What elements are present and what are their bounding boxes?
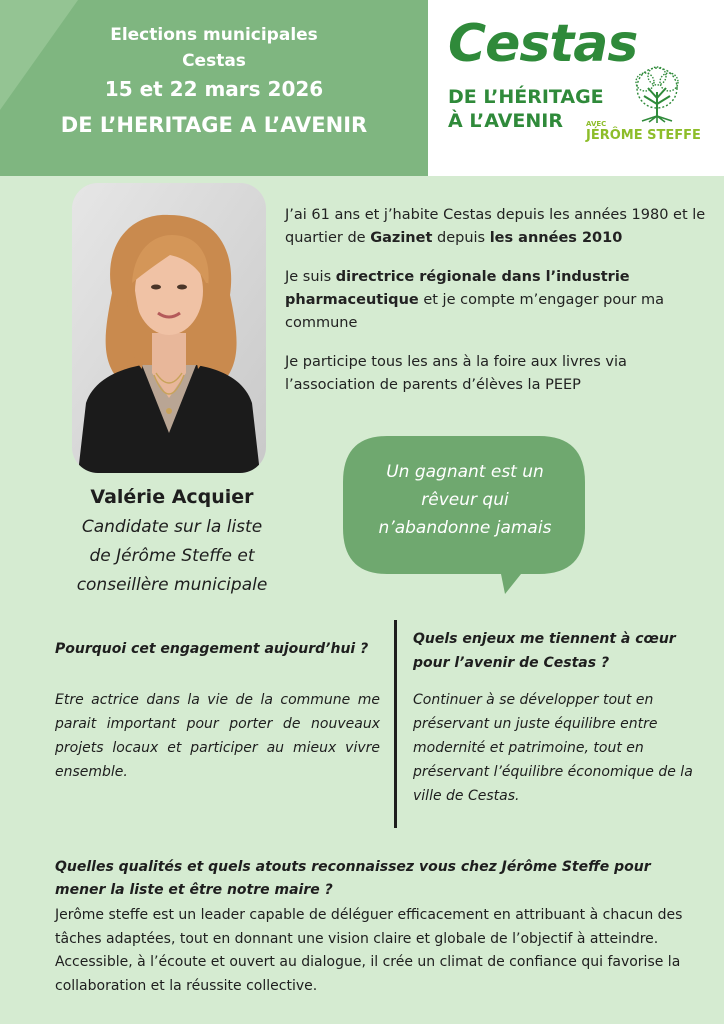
candidate-name: Valérie Acquier <box>90 486 254 508</box>
candidate-role <box>40 513 304 600</box>
quote-line-1: Un gagnant est un <box>386 462 544 482</box>
candidate-introduction <box>285 204 711 413</box>
intro-highlight: Gazinet <box>370 230 433 246</box>
quote-line-3: n’abandonne jamais <box>378 518 552 538</box>
intro-paragraph-1 <box>285 204 711 250</box>
question-qualities: Quelles qualités et quels atouts reconnaissez vous chez Jérôme Steffe pour mener la liste et être notre maire ? <box>55 859 651 898</box>
intro-highlight: directrice régionale dans l’industrie pharmaceutique <box>285 269 630 308</box>
intro-text: J’ai 61 ans et j’habite Cestas depuis les années 1980 et le quartier de <box>285 207 706 246</box>
intro-text: et je compte m’engager pour ma commune <box>285 292 664 331</box>
role-line-2: de Jérôme Steffe et <box>89 546 255 566</box>
intro-text: depuis <box>432 230 490 246</box>
logo-slogan-line2: À L’AVENIR <box>448 110 563 132</box>
candidate-portrait <box>72 183 266 473</box>
logo-person-name: JÉRÔME STEFFE <box>586 128 701 143</box>
header-banner <box>0 0 428 176</box>
question-stakes-line-2: pour l’avenir de Cestas ? <box>413 655 610 671</box>
question-stakes-line-1: Quels enjeux me tiennent à cœur <box>413 631 676 647</box>
header-town: Cestas <box>182 51 246 71</box>
intro-paragraph-2 <box>285 266 711 335</box>
answer-engagement: Etre actrice dans la vie de la commune me parait important pour porter de nouveaux projets locaux et participer au mieux vivre ensemble. <box>55 692 380 780</box>
question-stakes <box>413 627 703 675</box>
role-line-3: conseillère municipale <box>76 575 268 595</box>
tree-icon <box>626 64 688 124</box>
quote-line-2: rêveur qui <box>421 490 509 510</box>
intro-highlight: les années 2010 <box>489 230 623 246</box>
answer-stakes: Continuer à se développer tout en préservant un juste équilibre entre modernité et patrimoine, tout en préservant l’équilibre économique de la ville de Cestas. <box>413 692 693 804</box>
logo-slogan-line1: DE L’HÉRITAGE <box>448 86 604 108</box>
campaign-logo <box>428 0 724 176</box>
portrait-illustration <box>72 183 266 473</box>
header-election-title: Elections municipales <box>110 25 318 45</box>
candidate-quote <box>352 458 578 542</box>
logo-avec: AVEC <box>586 120 607 128</box>
answer-qualities: Jerôme steffe est un leader capable de déléguer efficacement en attribuant à chacun des tâches adaptées, tout en donnant une vision claire et globale de l’objectif à atteindre. Accessible, à l’écoute et ouvert au dialogue, il crée un climat de confiance qui favorise la collaboration et la réussite collective. <box>55 907 683 994</box>
role-line-1: Candidate sur la liste <box>81 517 263 537</box>
intro-paragraph-3: Je participe tous les ans à la foire aux livres via l’association de parents d’élèves la PEEP <box>285 354 627 393</box>
header-text <box>0 22 428 142</box>
question-engagement: Pourquoi cet engagement aujourd’hui ? <box>55 641 369 657</box>
header-slogan: DE L’HERITAGE A L’AVENIR <box>60 113 368 137</box>
column-divider <box>394 620 397 828</box>
intro-text: Je suis <box>285 269 336 285</box>
logo-town-name: Cestas <box>448 14 638 74</box>
header-dates: 15 et 22 mars 2026 <box>104 77 324 101</box>
